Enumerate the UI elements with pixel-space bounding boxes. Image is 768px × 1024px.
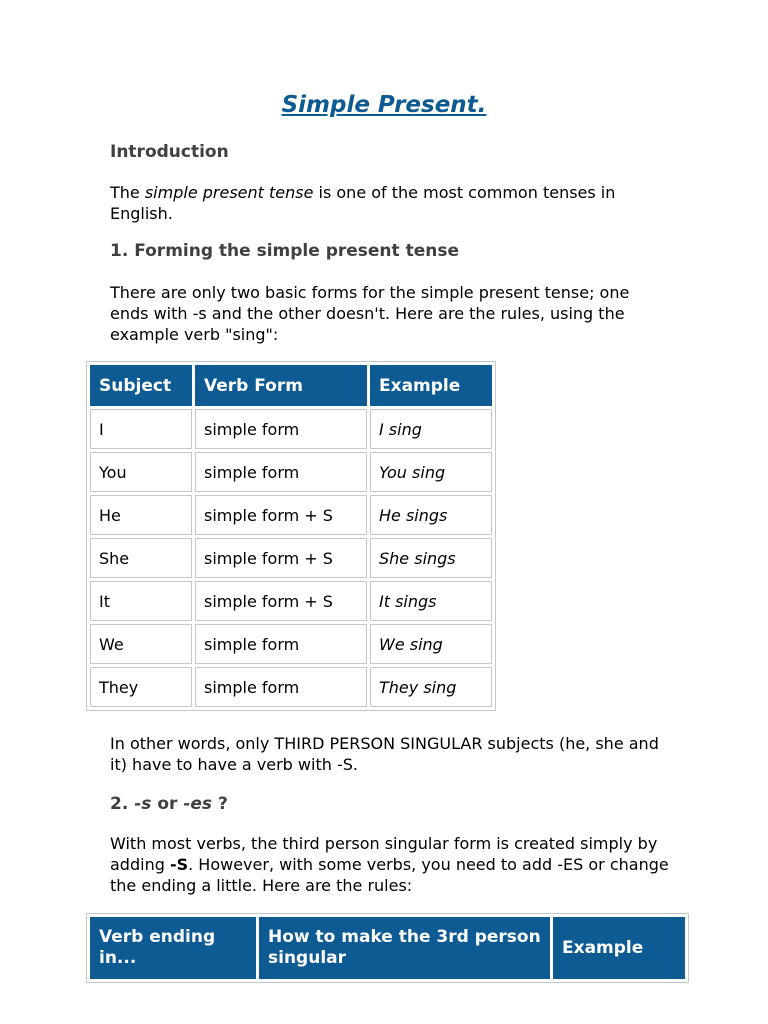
verb-form-cell: simple form + S (195, 538, 367, 578)
section2-text-pre: With most verbs, the third person singular form is created simply by adding (110, 834, 658, 874)
section2-text-post: . However, with some verbs, you need to add -ES or change the ending a little. Here are the rules: (110, 855, 669, 895)
verb-form-cell: simple form (195, 452, 367, 492)
example-text: We sing (379, 634, 443, 654)
subject-cell: He (90, 495, 192, 535)
verb-form-cell: simple form + S (195, 581, 367, 621)
verb-form-cell: simple form (195, 667, 367, 707)
table-row (90, 624, 492, 664)
column-header-how-to-make: How to make the 3rd person singular (259, 917, 550, 979)
verb-form-cell: simple form (195, 409, 367, 449)
subject-cell: It (90, 581, 192, 621)
subject-cell: They (90, 667, 192, 707)
intro-heading: Introduction (110, 142, 229, 162)
subject-cell: You (90, 452, 192, 492)
intro-text-post: is one of the most common tenses in English. (110, 183, 616, 223)
example-text: It sings (379, 591, 437, 611)
section2-heading (110, 794, 228, 814)
example-cell (370, 581, 492, 621)
column-header-example: Example (553, 917, 685, 979)
example-cell (370, 538, 492, 578)
table-row (90, 452, 492, 492)
table-row (90, 409, 492, 449)
example-cell (370, 409, 492, 449)
example-cell (370, 667, 492, 707)
column-header-verb-form: Verb Form (195, 365, 367, 406)
verb-form-cell: simple form + S (195, 495, 367, 535)
column-header-verb-ending: Verb ending in... (90, 917, 256, 979)
subject-cell: I (90, 409, 192, 449)
section2-question: ? (212, 794, 228, 814)
column-header-subject: Subject (90, 365, 192, 406)
section2-paragraph (110, 833, 670, 896)
subject-cell: We (90, 624, 192, 664)
page-title: Simple Present. (281, 92, 487, 118)
table-row (90, 538, 492, 578)
example-text: He sings (379, 505, 448, 525)
column-header-example: Example (370, 365, 492, 406)
example-text: She sings (379, 548, 456, 568)
subject-cell: She (90, 538, 192, 578)
table-row (90, 667, 492, 707)
section2-s: -s (134, 794, 152, 814)
section2-text-bold: -S (169, 855, 189, 874)
example-cell (370, 624, 492, 664)
after-table-paragraph: In other words, only THIRD PERSON SINGULAR subjects (he, she and it) have to have a verb with -S. (110, 734, 659, 774)
section2-es: -es (183, 794, 213, 814)
table-header-row (90, 365, 492, 406)
section2-number: 2. (110, 794, 135, 814)
example-text: They sing (379, 677, 457, 697)
verb-form-cell: simple form (195, 624, 367, 664)
example-cell (370, 452, 492, 492)
intro-paragraph (110, 182, 670, 224)
verb-forms-table (86, 361, 496, 711)
section2-or: or (151, 794, 184, 814)
example-cell (370, 495, 492, 535)
section1-paragraph: There are only two basic forms for the simple present tense; one ends with -s and the other doesn't. Here are the rules, using the example verb "sing": (110, 283, 630, 344)
table-header-row (90, 917, 685, 979)
table-row (90, 495, 492, 535)
example-text: I sing (379, 419, 422, 439)
table-row (90, 581, 492, 621)
third-person-rules-table (86, 913, 689, 983)
example-text: You sing (379, 462, 446, 482)
section1-heading: 1. Forming the simple present tense (110, 241, 459, 261)
intro-text-pre: The (110, 183, 145, 202)
intro-term: simple present tense (144, 183, 314, 202)
